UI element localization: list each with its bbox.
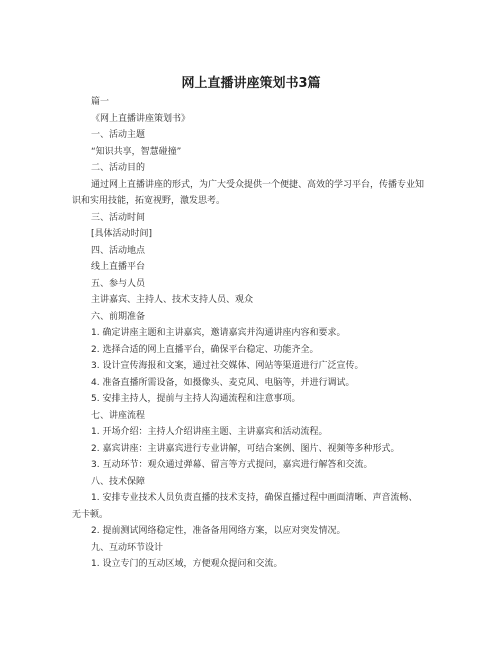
paragraph-line: 篇一 [91, 97, 110, 107]
paragraph-line: 一、活动主题 [91, 130, 146, 140]
paragraph-line: 3. 互动环节：观众通过弹幕、留言等方式提问，嘉宾进行解答和交流。 [91, 460, 373, 470]
paragraph-line: 五、参与人员 [91, 278, 146, 289]
paragraph-line: 二、活动目的 [91, 163, 146, 173]
paragraph-line: 线上直播平台 [91, 262, 146, 272]
paragraph-line: 2. 提前测试网络稳定性，准备备用网络方案，以应对突发情况。 [91, 526, 346, 536]
paragraph-line: 识和实用技能，拓宽视野，激发思考。 [72, 196, 226, 206]
document-body [0, 94, 502, 573]
paragraph-line: 无卡顿。 [72, 509, 109, 520]
paragraph-line: 主讲嘉宾、主持人、技术支持人员、观众 [91, 295, 254, 305]
paragraph-line: 2. 选择合适的网上直播平台，确保平台稳定、功能齐全。 [91, 344, 319, 355]
document-title: 网上直播讲座策划书3篇 [181, 76, 321, 91]
paragraph-line: 六、前期准备 [91, 311, 146, 322]
paragraph-line: [具体活动时间] [91, 229, 153, 239]
paragraph-line: 4. 准备直播所需设备，如摄像头、麦克风、电脑等，并进行调试。 [91, 377, 355, 388]
paragraph-line: 七、讲座流程 [91, 410, 146, 421]
paragraph-line: 1. 确定讲座主题和主讲嘉宾，邀请嘉宾并沟通讲座内容和要求。 [91, 328, 346, 338]
paragraph-line: 《网上直播讲座策划书》 [91, 113, 191, 124]
paragraph-line: 1. 开场介绍：主持人介绍讲座主题、主讲嘉宾和活动流程。 [91, 427, 328, 437]
paragraph-line: 三、活动时间 [91, 212, 146, 223]
paragraph-line: 八、技术保障 [91, 476, 146, 487]
paragraph-line: 2. 嘉宾讲座：主讲嘉宾进行专业讲解，可结合案例、图片、视频等多种形式。 [91, 443, 400, 454]
paragraph-line: “知识共享，智慧碰撞” [91, 146, 182, 157]
paragraph-line: 九、互动环节设计 [91, 542, 164, 553]
paragraph-line: 1. 安排专业技术人员负责直播的技术支持，确保直播过程中画面清晰、声音流畅、 [91, 493, 418, 503]
paragraph-line: 通过网上直播讲座的形式，为广大受众提供一个便捷、高效的学习平台，传播专业知 [91, 179, 425, 190]
paragraph-line: 3. 设计宣传海报和文案，通过社交媒体、网站等渠道进行广泛宣传。 [91, 361, 364, 371]
paragraph-line: 四、活动地点 [91, 245, 146, 256]
paragraph-line: 1. 设立专门的互动区域，方便观众提问和交流。 [91, 559, 283, 569]
paragraph-line: 5. 安排主持人，提前与主持人沟通流程和注意事项。 [91, 394, 301, 404]
